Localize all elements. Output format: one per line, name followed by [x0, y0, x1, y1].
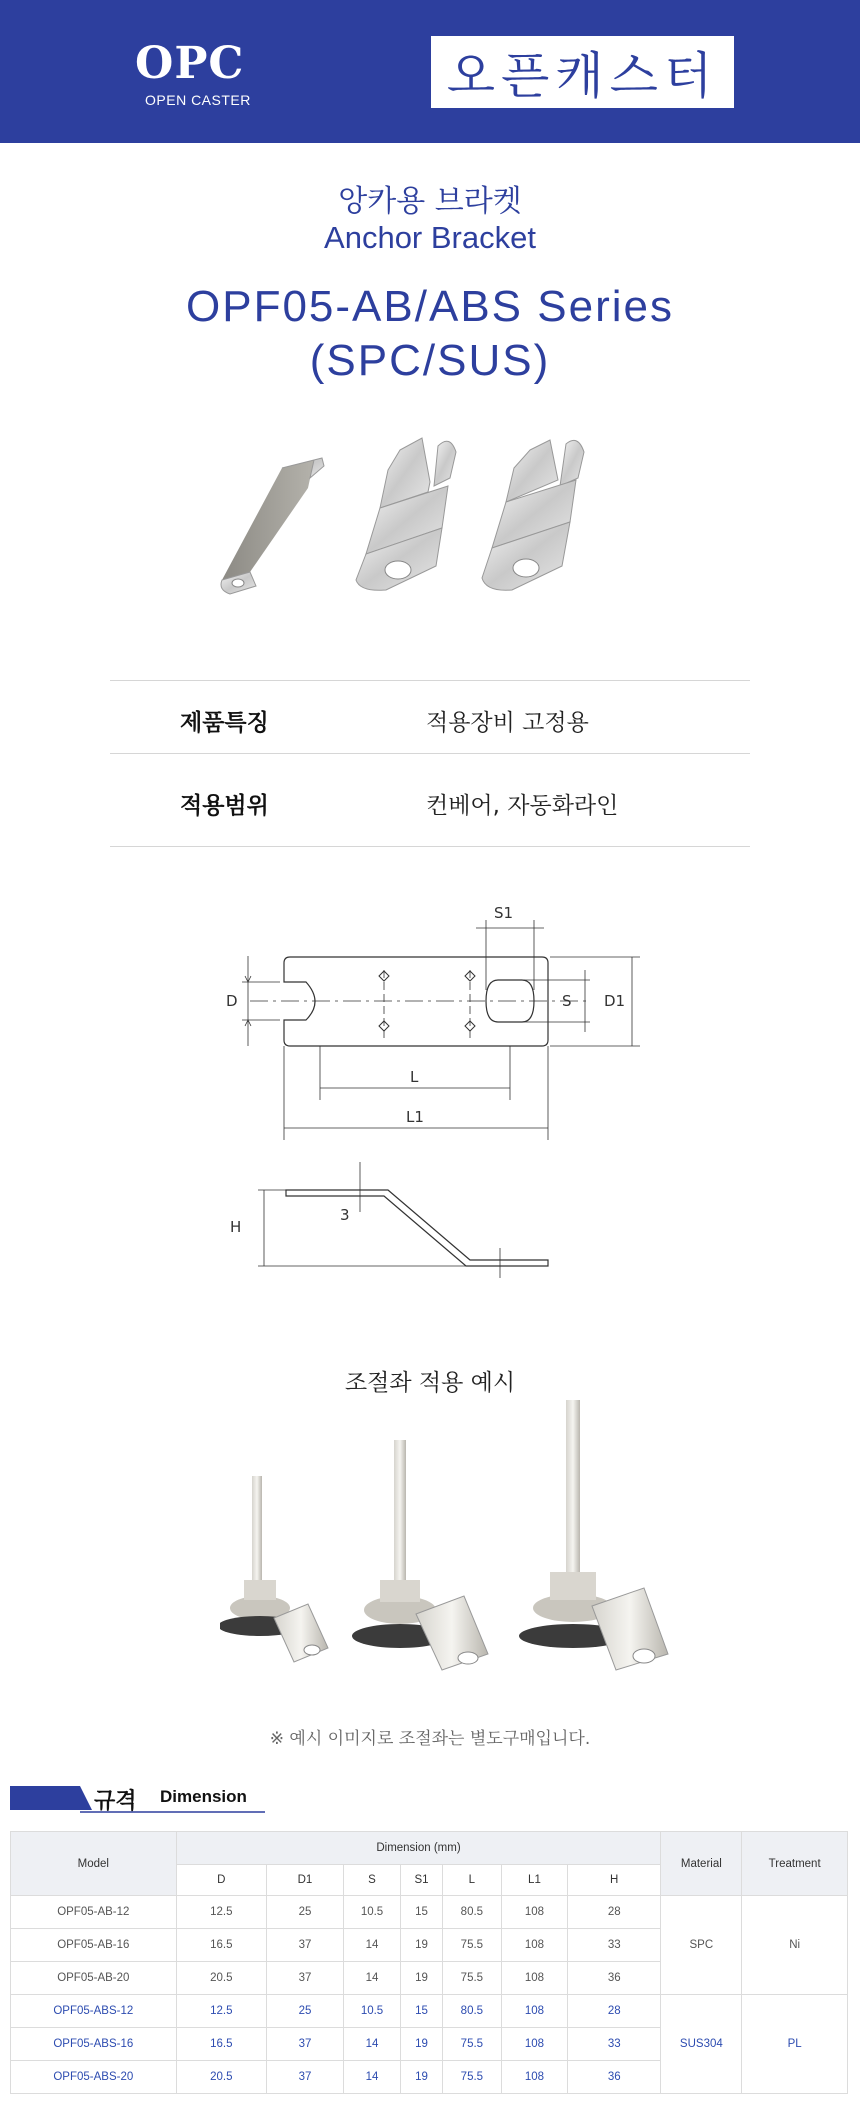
table-cell: 108 — [501, 2028, 567, 2061]
table-cell: 15 — [401, 1896, 443, 1929]
column-header-l: L — [442, 1865, 501, 1896]
model-cell: OPF05-AB-12 — [11, 1896, 177, 1929]
spec-title-kr: 규격 — [94, 1789, 137, 1814]
example-note: ※ 예시 이미지로 조절좌는 별도구매입니다. — [269, 1729, 591, 1749]
leveling-foot-3 — [519, 1400, 668, 1670]
product-name-kr: 앙카용 브라켓 — [338, 184, 522, 219]
logo-subtitle: OPEN CASTER — [145, 92, 251, 108]
table-cell: 19 — [401, 1962, 443, 1995]
column-header-s: S — [343, 1865, 400, 1896]
table-cell: 20.5 — [176, 2061, 266, 2094]
product-series: OPF05-AB/ABS Series — [186, 282, 674, 331]
table-cell: 14 — [343, 2028, 400, 2061]
example-photo — [220, 1400, 680, 1690]
bracket-image-3 — [482, 440, 584, 590]
brand-name: 오픈캐스터 — [431, 36, 734, 108]
application-value: 컨베어, 자동화라인 — [426, 793, 619, 819]
feature-value: 적용장비 고정용 — [426, 710, 589, 736]
material-cell: SUS304 — [661, 1995, 742, 2094]
dim-label-s1: S1 — [494, 904, 514, 922]
table-row — [11, 1995, 848, 2028]
table-cell: 19 — [401, 2061, 443, 2094]
column-header-h: H — [568, 1865, 661, 1896]
table-cell: 28 — [568, 1995, 661, 2028]
table-cell: 14 — [343, 1929, 400, 1962]
table-cell: 12.5 — [176, 1896, 266, 1929]
table-cell: 75.5 — [442, 1929, 501, 1962]
table-cell: 37 — [267, 2061, 344, 2094]
header-bar — [0, 0, 860, 143]
table-cell: 108 — [501, 1962, 567, 1995]
table-row — [11, 1896, 848, 1929]
dim-label-h: H — [230, 1218, 242, 1236]
treatment-cell: Ni — [742, 1896, 848, 1995]
bracket-image-2 — [356, 438, 456, 590]
table-cell: 108 — [501, 1929, 567, 1962]
table-cell: 36 — [568, 2061, 661, 2094]
model-cell: OPF05-AB-20 — [11, 1962, 177, 1995]
table-cell: 10.5 — [343, 1896, 400, 1929]
leveling-foot-1 — [220, 1476, 328, 1662]
table-cell: 80.5 — [442, 1896, 501, 1929]
divider — [110, 680, 750, 681]
table-cell: 33 — [568, 2028, 661, 2061]
table-cell: 37 — [267, 2028, 344, 2061]
table-cell: 108 — [501, 1995, 567, 2028]
table-cell: 25 — [267, 1896, 344, 1929]
table-cell: 14 — [343, 2061, 400, 2094]
table-cell: 19 — [401, 2028, 443, 2061]
table-cell: 16.5 — [176, 2028, 266, 2061]
table-cell: 75.5 — [442, 1962, 501, 1995]
table-cell: 28 — [568, 1896, 661, 1929]
table-cell: 19 — [401, 1929, 443, 1962]
product-photo — [210, 430, 660, 630]
dim-label-s: S — [562, 992, 572, 1010]
table-cell: 36 — [568, 1962, 661, 1995]
column-header-d: D — [176, 1865, 266, 1896]
table-cell: 16.5 — [176, 1929, 266, 1962]
bracket-image-1 — [221, 458, 324, 594]
example-title: 조절좌 적용 예시 — [344, 1370, 516, 1396]
model-cell: OPF05-ABS-12 — [11, 1995, 177, 2028]
table-cell: 108 — [501, 2061, 567, 2094]
table-cell: 37 — [267, 1962, 344, 1995]
table-cell: 75.5 — [442, 2028, 501, 2061]
column-header-material: Material — [661, 1832, 742, 1896]
product-name-en: Anchor Bracket — [324, 220, 536, 255]
spec-title-en: Dimension — [160, 1787, 247, 1806]
model-cell: OPF05-AB-16 — [11, 1929, 177, 1962]
table-cell: 108 — [501, 1896, 567, 1929]
column-header-treatment: Treatment — [742, 1832, 848, 1896]
table-cell: 25 — [267, 1995, 344, 2028]
table-cell: 14 — [343, 1962, 400, 1995]
divider — [110, 753, 750, 754]
application-label: 적용범위 — [180, 793, 269, 819]
dim-label-l1: L1 — [406, 1108, 424, 1126]
dim-label-l: L — [410, 1068, 419, 1086]
table-cell: 33 — [568, 1929, 661, 1962]
column-header-s1: S1 — [401, 1865, 443, 1896]
leveling-foot-2 — [352, 1440, 488, 1670]
table-cell: 20.5 — [176, 1962, 266, 1995]
divider — [110, 846, 750, 847]
table-cell: 15 — [401, 1995, 443, 2028]
model-cell: OPF05-ABS-20 — [11, 2061, 177, 2094]
column-header-dimension: Dimension (mm) — [176, 1832, 661, 1865]
dim-label-d1: D1 — [604, 992, 626, 1010]
technical-drawing — [220, 900, 660, 1280]
table-cell: 10.5 — [343, 1995, 400, 2028]
table-cell: 12.5 — [176, 1995, 266, 2028]
product-material: (SPC/SUS) — [309, 336, 551, 385]
table-cell: 75.5 — [442, 2061, 501, 2094]
column-header-l1: L1 — [501, 1865, 567, 1896]
table-cell: 80.5 — [442, 1995, 501, 2028]
treatment-cell: PL — [742, 1995, 848, 2094]
column-header-model: Model — [11, 1832, 177, 1896]
logo: OPC — [135, 38, 245, 89]
model-cell: OPF05-ABS-16 — [11, 2028, 177, 2061]
dimension-table — [10, 1831, 848, 2094]
dim-label-thickness: 3 — [340, 1206, 350, 1224]
material-cell: SPC — [661, 1896, 742, 1995]
column-header-d1: D1 — [267, 1865, 344, 1896]
table-cell: 37 — [267, 1929, 344, 1962]
feature-label: 제품특징 — [180, 710, 269, 736]
dim-label-d: D — [226, 992, 238, 1010]
